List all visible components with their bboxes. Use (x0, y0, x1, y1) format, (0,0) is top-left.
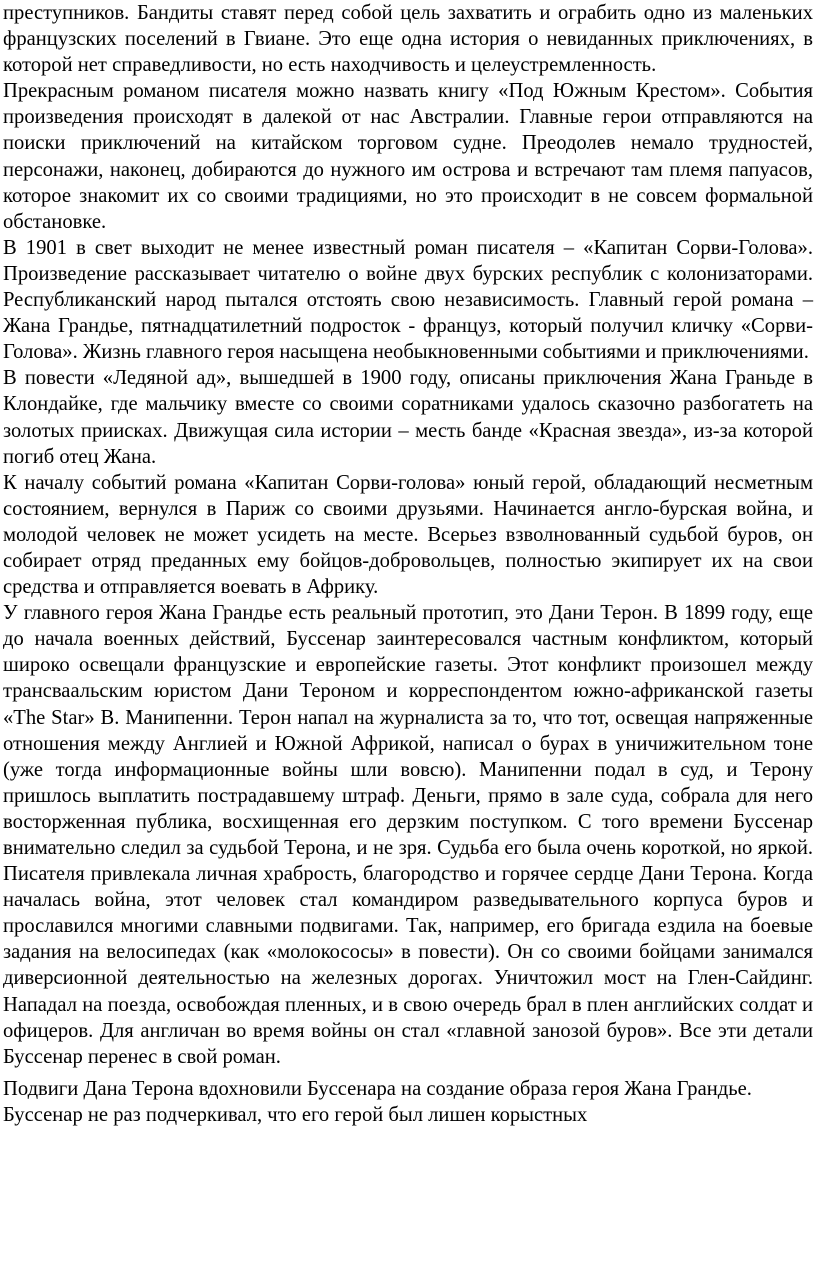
paragraph-captain-novel: В 1901 в свет выходит не менее известный роман писателя – «Капитан Сорви-Голова». Произведение рассказывает читателю о войне двух бурских республик с колонизаторами. Республиканский народ пытался отстоять свою независимость. Главный герой романа – Жана Грандье, пятнадцатилетний подросток - француз, который получил кличку «Сорви-Голова». Жизнь главного героя насыщена необыкновенными событиями и приключениями. (3, 236, 813, 364)
paragraph-inspiration: Подвиги Дана Терона вдохновили Буссенара на создание образа героя Жана Грандье. Буссенар не раз подчеркивал, что его герой был лишен корыстных (3, 1077, 752, 1126)
document-page (3, 0, 813, 1128)
paragraph-prototype: У главного героя Жана Грандье есть реальный прототип, это Дани Терон. В 1899 году, еще до начала военных действий, Буссенар заинтересовался частным конфликтом, который широко освещали французские и европейские газеты. Этот конфликт произошел между трансваальским юристом Дани Тероном и корреспондентом южно-африканской газеты «The Star» В. Манипенни. Терон напал на журналиста за то, что тот, освещая напряженные отношения между Англией и Южной Африкой, написал о бурах в уничижительном тоне (уже тогда информационные войны шли вовсю). Манипенни подал в суд, и Терону пришлось выплатить пострадавшему штраф. Деньги, прямо в зале суда, собрала для него восторженная публика, восхищенная его дерзким поступком. С того времени Буссенар внимательно следил за судьбой Терона, и не зря. Судьба его была очень короткой, но яркой. Писателя привлекала личная храбрость, благородство и горячее сердце Дани Терона. Когда началась война, этот человек стал командиром разведывательного корпуса буров и прославился многими славными подвигами. Так, например, его бригада ездила на боевые задания на велосипедах (как «молокососы» в повести). Он со своими бойцами занимался диверсионной деятельностью на железных дорогах. Уничтожил мост на Глен-Сайдинг. Нападал на поезда, освобождая пленных, и в свою очередь брал в плен английских солдат и офицеров. Для англичан во время войны он стал «главной занозой буров». Все эти детали Буссенар перенес в свой роман. (3, 602, 813, 1068)
paragraph-icy-hell: В повести «Ледяной ад», вышедшей в 1900 году, описаны приключения Жана Граньде в Клондайке, где мальчику вместе со своими соратниками удалось сказочно разбогатеть на золотых приисках. Движущая сила истории – месть банде «Красная звезда», из-за которой погиб отец Жана. (3, 367, 813, 468)
paragraph-story-start: К началу событий романа «Капитан Сорви-голова» юный герой, обладающий несметным состоянием, вернулся в Париж со своими друзьями. Начинается англо-бурская война, и молодой человек не может усидеть на месте. Всерьез взволнованный судьбой буров, он собирает отряд преданных ему бойцов-добровольцев, полностью экипирует их на свои средства и отправляется воевать в Африку. (3, 471, 813, 599)
paragraph-southern-cross: Прекрасным романом писателя можно назвать книгу «Под Южным Крестом». События произведения происходят в далекой от нас Австралии. Главные герои отправляются на поиски приключений на китайском торговом судне. Преодолев немало трудностей, персонажи, наконец, добираются до нужного им острова и встречают там племя папуасов, которое знакомит их со своими традициями, но это происходит в не совсем формальной обстановке. (3, 80, 813, 233)
paragraph-crime-intro: преступников. Бандиты ставят перед собой цель захватить и ограбить одно из маленьких французских поселений в Гвиане. Это еще одна история о невиданных приключениях, в которой нет справедливости, но есть находчивость и целеустремленность. (3, 2, 813, 77)
